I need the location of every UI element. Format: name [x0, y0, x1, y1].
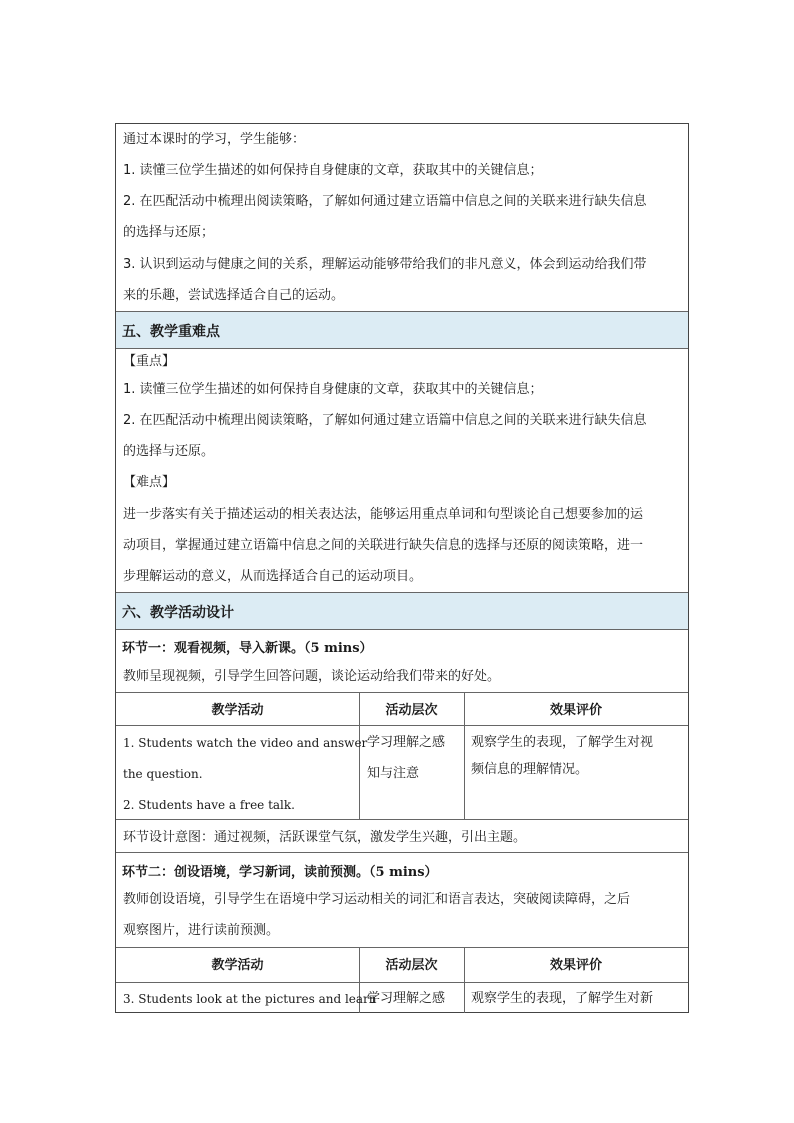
- objective-item-1: 1. 读懂三位学生描述的如何保持自身健康的文章，获取其中的关键信息；: [123, 163, 543, 178]
- difficulty-line-1: 进一步落实有关于描述运动的相关表达法，能够运用重点单词和句型谈论自己想要参加的运: [123, 507, 644, 522]
- step-2-title: 环节二：创设语境，学习新词，读前预测。（5 mins）: [122, 865, 438, 880]
- objective-item-3-line-2: 来的乐趣，尝试选择适合自己的运动。: [123, 288, 345, 303]
- objectives-intro: 通过本课时的学习，学生能够：: [123, 132, 306, 147]
- table-header-level: 活动层次: [385, 958, 438, 973]
- table-header-activity: 教学活动: [211, 958, 264, 973]
- step-1-evaluation-line-1: 观察学生的表现，了解学生对视: [471, 735, 654, 750]
- step-2-description-line-2: 观察图片，进行读前预测。: [123, 923, 280, 938]
- section-6-title: 六、教学活动设计: [122, 605, 234, 621]
- section-6-header: [116, 593, 688, 629]
- table-header-evaluation: 效果评价: [549, 958, 602, 973]
- objective-item-2-line-1: 2. 在匹配活动中梳理出阅读策略，了解如何通过建立语篇中信息之间的关联来进行缺失信息: [123, 194, 647, 209]
- difficulty-line-2: 动项目，掌握通过建立语篇中信息之间的关联进行缺失信息的选择与还原的阅读策略，进一: [123, 538, 644, 553]
- table-header-level: 活动层次: [385, 703, 438, 718]
- step-2-activity-line-1: 3. Students look at the pictures and learn: [123, 992, 377, 1006]
- step-1-description: 教师呈现视频，引导学生回答问题，谈论运动给我们带来的好处。: [123, 669, 501, 684]
- step-1-title: 环节一：观看视频，导入新课。（5 mins）: [122, 641, 373, 656]
- key-points-label: 【重点】: [123, 354, 176, 369]
- step-2-description-line-1: 教师创设语境，引导学生在语境中学习运动相关的词汇和语言表达，突破阅读障碍，之后: [123, 892, 631, 907]
- table-header-evaluation: 效果评价: [549, 703, 602, 718]
- table-header-activity: 教学活动: [211, 703, 264, 718]
- step-1-design-intent: 环节设计意图：通过视频，活跃课堂气氛，激发学生兴趣，引出主题。: [123, 830, 527, 845]
- step-1-level-line-1: 学习理解之感: [367, 735, 446, 750]
- step-1-activity-line-3: 2. Students have a free talk.: [123, 798, 295, 812]
- step-1-evaluation-line-2: 频信息的理解情况。: [471, 762, 589, 777]
- lesson-plan-table: [115, 123, 689, 1013]
- section-5-header: [116, 312, 688, 348]
- difficulty-label: 【难点】: [123, 475, 176, 490]
- difficulty-line-3: 步理解运动的意义，从而选择适合自己的运动项目。: [123, 569, 423, 584]
- objective-item-3-line-1: 3. 认识到运动与健康之间的关系，理解运动能够带给我们的非凡意义，体会到运动给我们带: [123, 257, 647, 272]
- key-point-2-line-1: 2. 在匹配活动中梳理出阅读策略，了解如何通过建立语篇中信息之间的关联来进行缺失信息: [123, 413, 647, 428]
- objective-item-2-line-2: 的选择与还原；: [123, 225, 215, 240]
- section-5-title: 五、教学重难点: [122, 324, 220, 340]
- step-1-activity-table: [116, 692, 688, 819]
- key-point-1: 1. 读懂三位学生描述的如何保持自身健康的文章，获取其中的关键信息；: [123, 382, 543, 397]
- key-point-2-line-2: 的选择与还原。: [123, 444, 215, 459]
- step-2-level-line-1: 学习理解之感: [367, 991, 446, 1006]
- step-2-evaluation-line-1: 观察学生的表现，了解学生对新: [471, 991, 654, 1006]
- step-1-activity-line-1: 1. Students watch the video and answer: [123, 736, 368, 750]
- step-1-level-line-2: 知与注意: [367, 766, 420, 781]
- step-2-activity-table: [116, 947, 688, 1013]
- step-1-activity-line-2: the question.: [123, 767, 203, 781]
